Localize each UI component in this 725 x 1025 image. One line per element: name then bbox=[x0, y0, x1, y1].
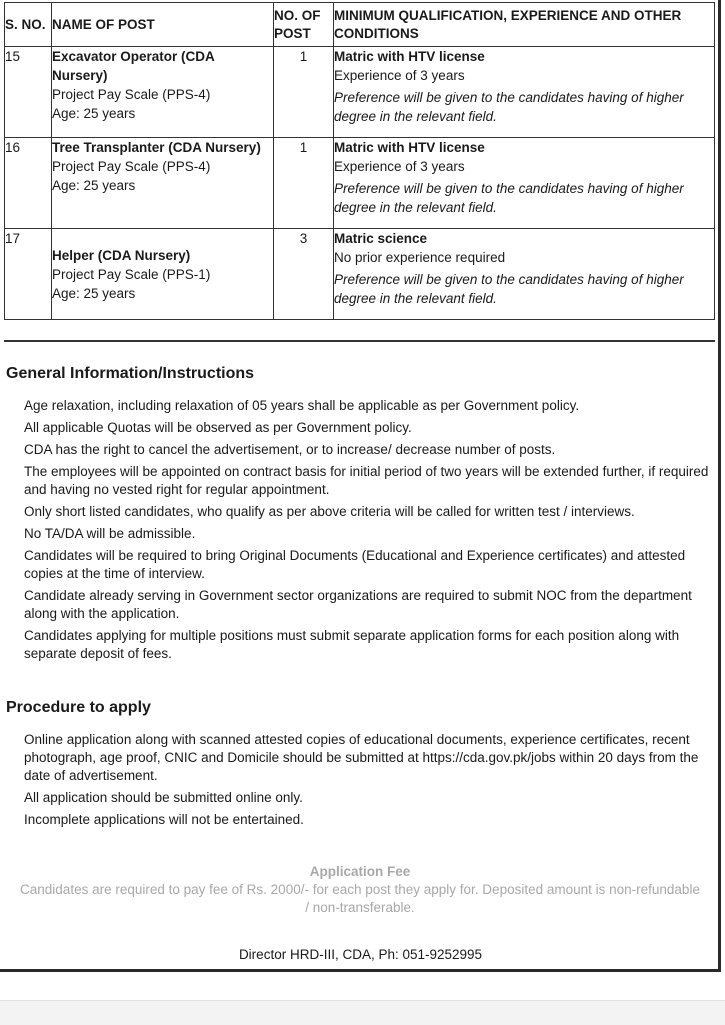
list-item: All applicable Quotas will be observed as per Government policy. bbox=[24, 420, 412, 435]
table-row bbox=[5, 47, 715, 138]
table-header-row bbox=[5, 3, 715, 47]
list-item: CDA has the right to cancel the advertisement, or to increase/ decrease number of posts. bbox=[24, 442, 556, 457]
section-divider bbox=[4, 340, 715, 342]
list-item: All application should be submitted online only. bbox=[24, 790, 303, 805]
application-fee-box bbox=[20, 863, 700, 917]
experience: Experience of 3 years bbox=[334, 159, 465, 174]
procedure-heading: Procedure to apply bbox=[6, 699, 151, 716]
age-limit: Age: 25 years bbox=[52, 106, 136, 121]
qualification-main: Matric with HTV license bbox=[334, 140, 485, 155]
row-post-count: 1 bbox=[274, 47, 334, 138]
header-no-of-post: NO. OF POST bbox=[274, 3, 334, 47]
fee-text: Candidates are required to pay fee of Rs. 2000/- for each post they apply for. Deposited amount is non-refundable / non-transferable. bbox=[20, 882, 700, 915]
list-item: Age relaxation, including relaxation of 05 years shall be applicable as per Government policy. bbox=[24, 398, 580, 413]
table-row bbox=[5, 138, 715, 229]
post-title: Helper (CDA Nursery) bbox=[52, 247, 191, 263]
list-item: The employees will be appointed on contract basis for initial period of two years will be extended further, if required and having no vested right for regular appointment. bbox=[24, 464, 709, 497]
general-info-heading: General Information/Instructions bbox=[6, 365, 255, 382]
pay-scale: Project Pay Scale (PPS-1) bbox=[52, 266, 211, 282]
row-sno: 15 bbox=[5, 47, 52, 138]
list-item: Candidates applying for multiple positions must submit separate application forms for each position along with separate deposit of fees. bbox=[24, 628, 680, 661]
list-item: Only short listed candidates, who qualify as per above criteria will be called for written test / interviews. bbox=[24, 504, 635, 519]
age-limit: Age: 25 years bbox=[52, 178, 136, 193]
list-item: No TA/DA will be admissible. bbox=[24, 526, 196, 541]
row-post-cell bbox=[52, 138, 274, 229]
header-qualification: MINIMUM QUALIFICATION, EXPERIENCE AND OTHER CONDITIONS bbox=[334, 3, 715, 47]
fee-title: Application Fee bbox=[309, 864, 411, 879]
page-bottom-strip bbox=[0, 1000, 725, 1025]
preference-note: Preference will be given to the candidates having of higher degree in the relevant field. bbox=[334, 272, 684, 306]
preference-note: Preference will be given to the candidates having of higher degree in the relevant field. bbox=[334, 90, 684, 124]
row-qualification-cell bbox=[334, 47, 715, 138]
row-qualification-cell bbox=[334, 229, 715, 320]
experience: Experience of 3 years bbox=[334, 68, 465, 83]
list-item: Online application along with scanned attested copies of educational documents, experience certificates, recent photograph, age proof, CNIC and Domicile should be submitted at https://cda.gov.pk/jobs within 20 days from the date of advertisement. bbox=[24, 732, 699, 783]
row-post-cell bbox=[52, 47, 274, 138]
header-sno: S. NO. bbox=[5, 3, 52, 47]
post-title: Excavator Operator (CDA Nursery) bbox=[52, 49, 215, 83]
row-sno: 17 bbox=[5, 229, 52, 320]
row-post-cell bbox=[52, 229, 274, 320]
posts-table bbox=[4, 2, 715, 320]
row-qualification-cell bbox=[334, 138, 715, 229]
general-info-list bbox=[24, 397, 714, 667]
post-title: Tree Transplanter (CDA Nursery) bbox=[52, 140, 261, 155]
qualification-main: Matric science bbox=[334, 231, 428, 246]
pay-scale: Project Pay Scale (PPS-4) bbox=[52, 159, 211, 174]
preference-note: Preference will be given to the candidates having of higher degree in the relevant field. bbox=[334, 181, 684, 215]
qualification-main: Matric with HTV license bbox=[334, 49, 485, 64]
row-sno: 16 bbox=[5, 138, 52, 229]
procedure-list bbox=[24, 731, 714, 833]
row-post-count: 1 bbox=[274, 138, 334, 229]
signature-line: Director HRD-III, CDA, Ph: 051-9252995 bbox=[238, 947, 483, 962]
row-post-count: 3 bbox=[274, 229, 334, 320]
table-row bbox=[5, 229, 715, 320]
experience: No prior experience required bbox=[334, 250, 506, 265]
age-limit: Age: 25 years bbox=[52, 285, 136, 301]
list-item: Candidate already serving in Government sector organizations are required to submit NOC from the department along with the application. bbox=[24, 588, 692, 621]
header-name-of-post: NAME OF POST bbox=[52, 3, 274, 47]
list-item: Candidates will be required to bring Original Documents (Educational and Experience certificates) and attested copies at the time of interview. bbox=[24, 548, 686, 581]
pay-scale: Project Pay Scale (PPS-4) bbox=[52, 87, 211, 102]
list-item: Incomplete applications will not be entertained. bbox=[24, 812, 304, 827]
